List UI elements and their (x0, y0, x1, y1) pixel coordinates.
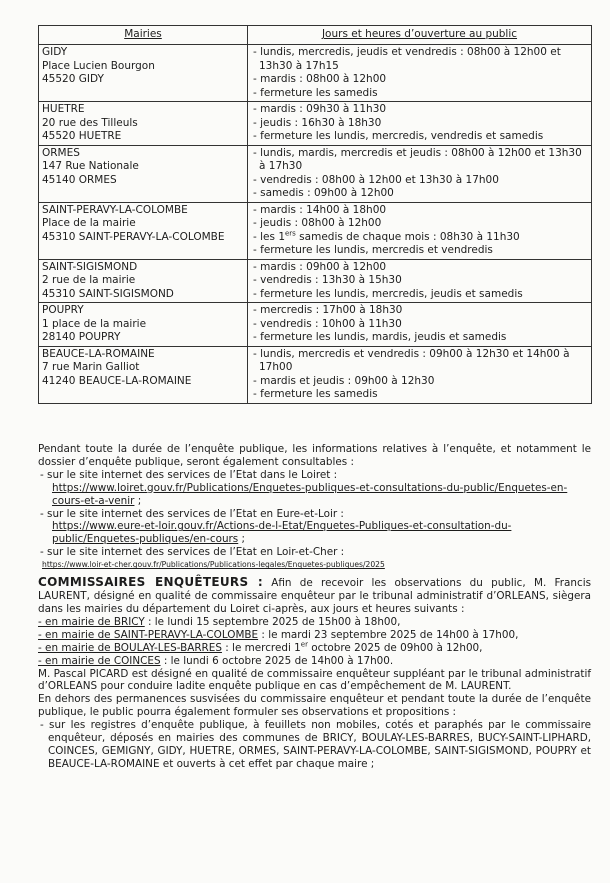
permanence-date: : le lundi 15 septembre 2025 de 15h00 à 18h00, (144, 615, 401, 628)
table-row (39, 45, 592, 102)
site-loiret-link[interactable]: https://www.loiret.gouv.fr/Publications/Enquetes-publiques-et-consultations-du-public/Enquetes-en-cours-et-a-venir (52, 481, 568, 507)
mairie-city: 45310 SAINT-PERAVY-LA-COLOMBE (42, 230, 225, 243)
table-row (39, 202, 592, 259)
site-eure-line (38, 520, 591, 546)
hours-line: - vendredis : 10h00 à 11h30 (253, 317, 402, 330)
header-mairies: Mairies (39, 26, 248, 45)
mairie-street: 1 place de la mairie (42, 317, 147, 330)
mairie-street: 20 rue des Tilleuls (42, 116, 138, 129)
mairie-address (39, 303, 248, 347)
mairie-address (39, 202, 248, 259)
table-row (39, 303, 592, 347)
permanence-item (38, 642, 591, 655)
mairie-name: BEAUCE-LA-ROMAINE (42, 347, 155, 360)
mairie-address (39, 145, 248, 202)
permanence-item (38, 616, 591, 629)
mairie-city: 41240 BEAUCE-LA-ROMAINE (42, 374, 192, 387)
mairie-name: GIDY (42, 46, 68, 58)
permanence-place: - en mairie de SAINT-PERAVY-LA-COLOMBE (38, 628, 259, 641)
hours-line: - fermeture les samedis (253, 86, 378, 99)
table-row (39, 102, 592, 146)
commissaires-heading: COMMISSAIRES ENQUÊTEURS : (38, 575, 263, 590)
permanence-place: - en mairie de COINCES (38, 654, 161, 667)
body-text (38, 443, 591, 771)
registres-paragraph: - sur les registres d’enquête publique, à feuillets non mobiles, cotés et paraphés par le commissaire enquêteur, déposés en mairies des communes de BRICY, BOULAY-LES-BARRES, BUCY-SAINT-LIPHARD, COINCES, GEMIGNY, GIDY, HUETRE, ORMES, SAINT-PERAVY-LA-COLOMBE, SAINT-SIGISMOND, POUPRY et BEAUCE-LA-ROMAINE et ouverts à cet effet par chaque maire ; (40, 719, 591, 770)
mairie-hours (248, 303, 592, 347)
hours-line: - mardis : 08h00 à 12h00 (253, 73, 387, 85)
mairie-city: 28140 POUPRY (42, 331, 121, 343)
suppleant-paragraph: M. Pascal PICARD est désigné en qualité de commissaire enquêteur suppléant par le tribunal administratif d’ORLEANS pour conduire ladite enquête publique en cas d’empêchement de M. LAURENT. (38, 667, 591, 693)
mairie-hours (248, 202, 592, 259)
mairies-table (38, 25, 592, 404)
table-header-row (39, 26, 592, 45)
mairie-city: 45520 GIDY (42, 73, 104, 85)
hours-line: - lundis, mardis, mercredis et jeudis : 08h00 à 12h00 et 13h30 à 17h30 (253, 146, 582, 172)
hours-line: - mercredis : 17h00 à 18h30 (253, 304, 403, 316)
permanence-item (38, 655, 591, 668)
mairie-city: 45140 ORMES (42, 173, 117, 186)
hours-line: - fermeture les lundis, mercredis et vendredis (253, 244, 493, 256)
mairie-name: SAINT-PERAVY-LA-COLOMBE (42, 203, 188, 216)
mairie-address (39, 346, 248, 403)
intro-paragraph: Pendant toute la durée de l’enquête publique, les informations relatives à l’enquête, et notamment le dossier d’enquête publique, seront également consultables : (38, 443, 591, 468)
site-eure-link[interactable]: https://www.eure-et-loir.gouv.fr/Actions-de-l-Etat/Enquetes-Publiques-et-consultation-du-public/Enquetes-publiques/en-cours (52, 520, 512, 546)
hours-line: - mardis et jeudis : 09h00 à 12h30 (253, 374, 435, 387)
site-eure-label: - sur le site internet des services de l’Etat en Eure-et-Loir : (40, 507, 344, 520)
hours-line: - vendredis : 13h30 à 15h30 (253, 274, 402, 286)
table-row (39, 145, 592, 202)
mairie-name: POUPRY (42, 304, 84, 316)
hours-line: - fermeture les lundis, mercredis, jeudis et samedis (253, 287, 523, 300)
mairie-city: 45310 SAINT-SIGISMOND (42, 287, 174, 300)
site-loiret-suffix: ; (134, 494, 142, 507)
permanence-item (38, 629, 591, 642)
permanence-place: - en mairie de BRICY (38, 615, 145, 628)
hours-line: - fermeture les lundis, mercredis, vendredis et samedis (253, 130, 544, 142)
site-loircher-label: - sur le site internet des services de l’Etat en Loir-et-Cher : (40, 546, 345, 559)
site-loiret-label: - sur le site internet des services de l’Etat dans le Loiret : (40, 468, 338, 481)
hours-line: - fermeture les samedis (253, 388, 378, 400)
hours-line: - fermeture les lundis, mardis, jeudis et samedis (253, 331, 507, 343)
hours-line: - jeudis : 16h30 à 18h30 (253, 116, 382, 129)
mairie-street: Place de la mairie (42, 217, 136, 229)
mairie-hours (248, 346, 592, 403)
hors-permanences-paragraph: En dehors des permanences susvisées du commissaire enquêteur et pendant toute la durée de l’enquête publique, le public pourra également formuler ses observations et propositions : (38, 693, 591, 719)
mairie-name: SAINT-SIGISMOND (42, 260, 138, 273)
hours-line: - lundis, mercredis, jeudis et vendredis : 08h00 à 12h00 et 13h30 à 17h15 (253, 46, 561, 72)
permanence-date: : le mardi 23 septembre 2025 de 14h00 à 17h00, (258, 628, 519, 641)
site-loiret-line (38, 482, 591, 508)
table-row (39, 259, 592, 303)
hours-line: - samedis : 09h00 à 12h00 (253, 187, 394, 199)
mairie-street: 147 Rue Nationale (42, 160, 139, 172)
mairie-address (39, 102, 248, 146)
mairie-hours (248, 45, 592, 102)
site-eure-suffix: ; (238, 533, 246, 546)
mairie-name: ORMES (42, 146, 80, 159)
hours-line: - mardis : 09h30 à 11h30 (253, 103, 387, 115)
mairie-city: 45520 HUETRE (42, 130, 122, 142)
hours-line: - jeudis : 08h00 à 12h00 (253, 217, 382, 229)
mairie-street: 2 rue de la mairie (42, 274, 136, 286)
site-loircher-link[interactable]: https://www.loir-et-cher.gouv.fr/Publications/Publications-legales/Enquetes-publiques/2025 (42, 560, 385, 570)
mairie-hours (248, 102, 592, 146)
hours-line: - mardis : 09h00 à 12h00 (253, 260, 387, 273)
table-row (39, 346, 592, 403)
commissaires-text: Afin de recevoir les observations du public, M. Francis LAURENT, désigné en qualité de commissaire enquêteur par le tribunal administratif d’ORLEANS, siègera dans les mairies du département du Loiret ci-après, aux jours et heures suivants : (38, 577, 591, 615)
permanence-place: - en mairie de BOULAY-LES-BARRES (38, 641, 222, 654)
mairie-address (39, 45, 248, 102)
mairie-hours (248, 259, 592, 303)
permanence-date: : le lundi 6 octobre 2025 de 14h00 à 17h00. (160, 654, 394, 667)
hours-line: - lundis, mercredis et vendredis : 09h00 à 12h30 et 14h00 à 17h00 (253, 347, 570, 373)
hours-line: - vendredis : 08h00 à 12h00 et 13h30 à 17h00 (253, 173, 499, 186)
hours-line: - mardis : 14h00 à 18h00 (253, 203, 387, 216)
mairie-street: Place Lucien Bourgon (42, 59, 155, 72)
mairie-hours (248, 145, 592, 202)
hours-line: - les 1ers samedis de chaque mois : 08h30 à 11h30 (253, 229, 520, 243)
permanence-date: : le mercredi 1er octobre 2025 de 09h00 à 12h00, (221, 640, 483, 654)
mairie-address (39, 259, 248, 303)
mairie-street: 7 rue Marin Galliot (42, 361, 140, 373)
header-hours: Jours et heures d’ouverture au public (248, 26, 592, 45)
commissaires-paragraph (38, 576, 591, 616)
mairie-name: HUETRE (42, 103, 85, 115)
site-loircher-line (38, 559, 591, 570)
